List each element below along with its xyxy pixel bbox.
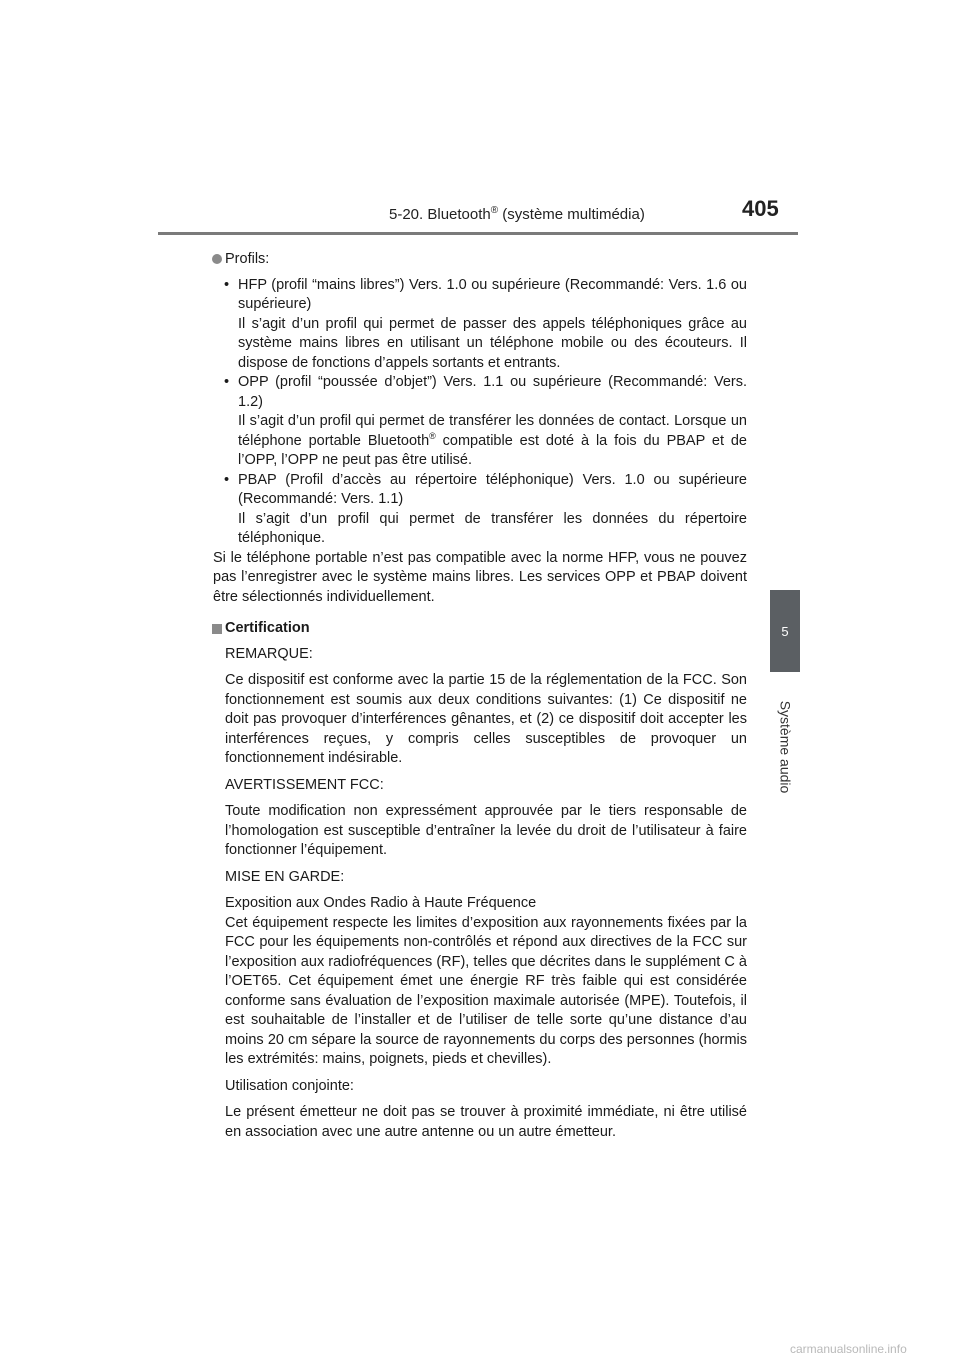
page-number: 405: [742, 196, 779, 221]
caution-label: MISE EN GARDE:: [225, 868, 345, 885]
bullet-icon: •: [224, 374, 230, 390]
chapter-number: 5: [781, 623, 789, 639]
section-title: 5-20. Bluetooth® (système multimédia): [389, 205, 645, 223]
caution-text: Cet équipement respecte les limites d’exposition aux rayonnements fixées par la FCC pour les équipements non-contrôlés et répond aux directives de la FCC sur l’exposition aux radiofréquences (RF), telles que décrites dans le supplément C à l’OET65. Cet équipement émet une énergie RF très faible qui est considérée conforme sans évaluation de l’exposition maximale autorisée (MPE). Toutefois, il est souhaitable de l’installer et de l’utiliser de telle sorte qu’une distance d’au moins 20 cm sépare la source de rayonnements du corps des personnes (hormis les extrémités: mains, poignets, pieds et chevilles).: [225, 914, 747, 1067]
joint-label: Utilisation conjointe:: [225, 1077, 354, 1094]
joint-text: Le présent émetteur ne doit pas se trouver à proximité immédiate, ni être utilisé en association avec une autre antenne ou un autre émetteur.: [225, 1104, 747, 1140]
profile-item-pbap: • PBAP (Profil d’accès au répertoire téléphonique) Vers. 1.0 ou supérieure (Recommandé: Vers. 1.1) Il s’agit d’un profil qui permet de transférer les données du répertoire téléphonique.: [224, 471, 747, 546]
profiles-heading: Profils:: [225, 250, 747, 270]
section-square-icon: [212, 624, 222, 634]
warning-label: AVERTISSEMENT FCC:: [225, 776, 384, 793]
chapter-tab: [770, 590, 800, 672]
bullet-dot-icon: [212, 254, 222, 264]
page-content: [213, 250, 747, 1149]
bullet-icon: •: [224, 471, 230, 488]
bullet-icon: •: [224, 276, 230, 293]
chapter-label: Système audio: [777, 700, 794, 794]
header-divider: [158, 232, 798, 235]
profile-item-hfp: • HFP (profil “mains libres”) Vers. 1.0 ou supérieure (Recommandé: Vers. 1.6 ou supérieure) Il s’agit d’un profil qui permet de passer des appels téléphoniques grâce au système mains libres en utilisant un téléphone mobile ou des écouteurs. Il dispose de fonctions d’appels sortants et entrants.: [224, 276, 747, 371]
caution-title: Exposition aux Ondes Radio à Haute Fréquence: [225, 895, 537, 911]
profiles-note: Si le téléphone portable n’est pas compatible avec la norme HFP, vous ne pouvez pas l’enregistrer avec le système mains libres. Les services OPP et PBAP doivent être sélectionnés individuellement.: [213, 549, 747, 605]
certification-heading: Certification: [225, 619, 747, 639]
profile-item-opp: • OPP (profil “poussée d’objet”) Vers. 1.1 ou supérieure (Recommandé: Vers. 1.2) Il s’agit d’un profil qui permet de transférer les données de contact. Lorsque un téléphone portable Bluetooth® compatible est doté à la fois du PBAP et de l’OPP, l’OPP ne peut pas être utilisé.: [224, 374, 747, 468]
watermark: carmanualsonline.info: [790, 1342, 907, 1356]
remark-label: REMARQUE:: [225, 645, 313, 662]
remark-text: Ce dispositif est conforme avec la partie 15 de la réglementation de la FCC. Son fonctionnement est soumis aux deux conditions suivantes: (1) Ce dispositif ne doit pas provoquer d’interférences gênantes, et (2) ce dispositif doit accepter les interférences reçues, y compris celles susceptibles de provoquer un fonctionnement indésirable.: [225, 672, 747, 766]
warning-text: Toute modification non expressément approuvée par le tiers responsable de l’homologation est susceptible d’entraîner la levée du droit de l’utilisateur à faire fonctionner l’équipement.: [225, 803, 747, 858]
